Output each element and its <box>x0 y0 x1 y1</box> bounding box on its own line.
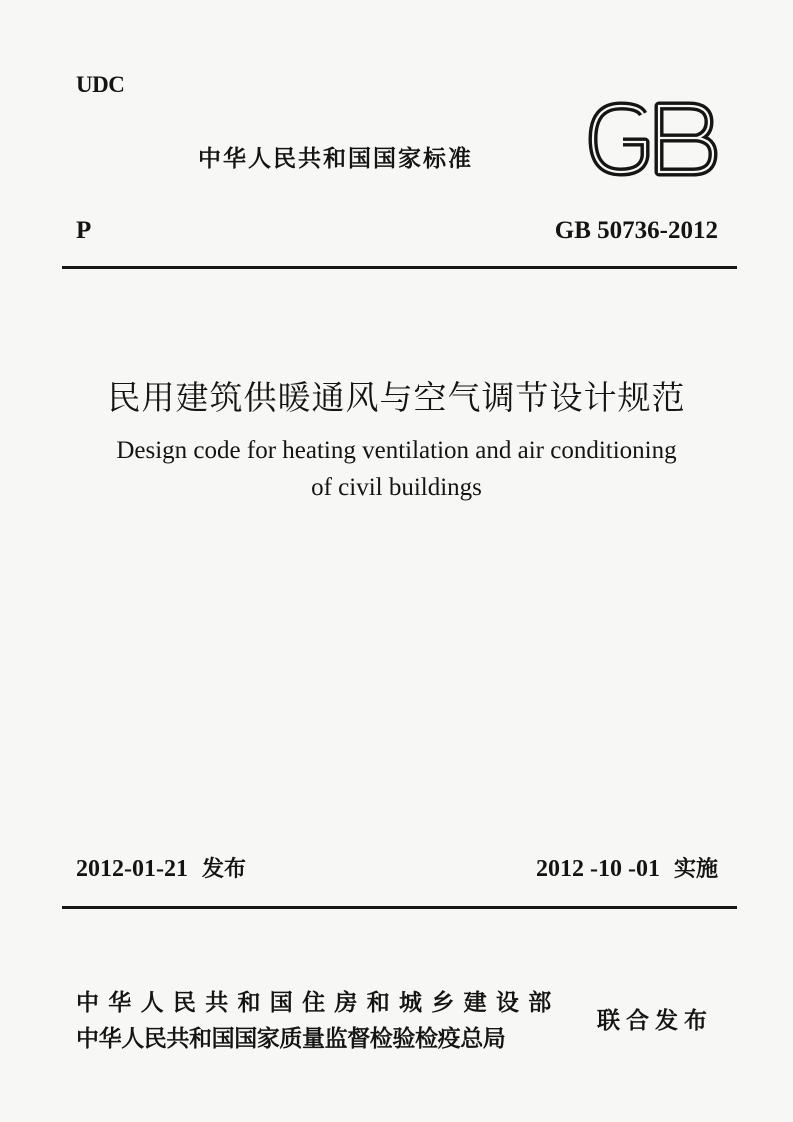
classification-code: P <box>76 217 92 244</box>
gb-logo-icon <box>585 100 720 178</box>
issuer-ministry-housing: 中华人民共和国住房和城乡建设部 <box>76 990 561 1016</box>
title-chinese: 民用建筑供暖通风与空气调节设计规范 <box>107 378 686 417</box>
national-standard-label: 中华人民共和国国家标准 <box>198 146 473 172</box>
issuer-aqsiq: 中华人民共和国国家质量监督检验检疫总局 <box>76 1026 506 1052</box>
publish-label: 发布 <box>201 857 246 882</box>
title-english-line2: of civil buildings <box>311 474 482 501</box>
publish-date-block <box>76 852 246 883</box>
implement-date-block <box>536 852 718 883</box>
bottom-divider <box>62 906 737 909</box>
joint-issue-label: 联合发布 <box>597 1008 713 1034</box>
publish-date: 2012-01-21 <box>76 856 188 882</box>
implement-label: 实施 <box>673 857 718 882</box>
standard-code: GB 50736-2012 <box>554 217 718 244</box>
title-english-line1: Design code for heating ventilation and air conditioning <box>116 437 677 464</box>
udc-label: UDC <box>76 72 125 97</box>
top-divider <box>62 266 737 269</box>
implement-date: 2012 -10 -01 <box>536 856 660 882</box>
